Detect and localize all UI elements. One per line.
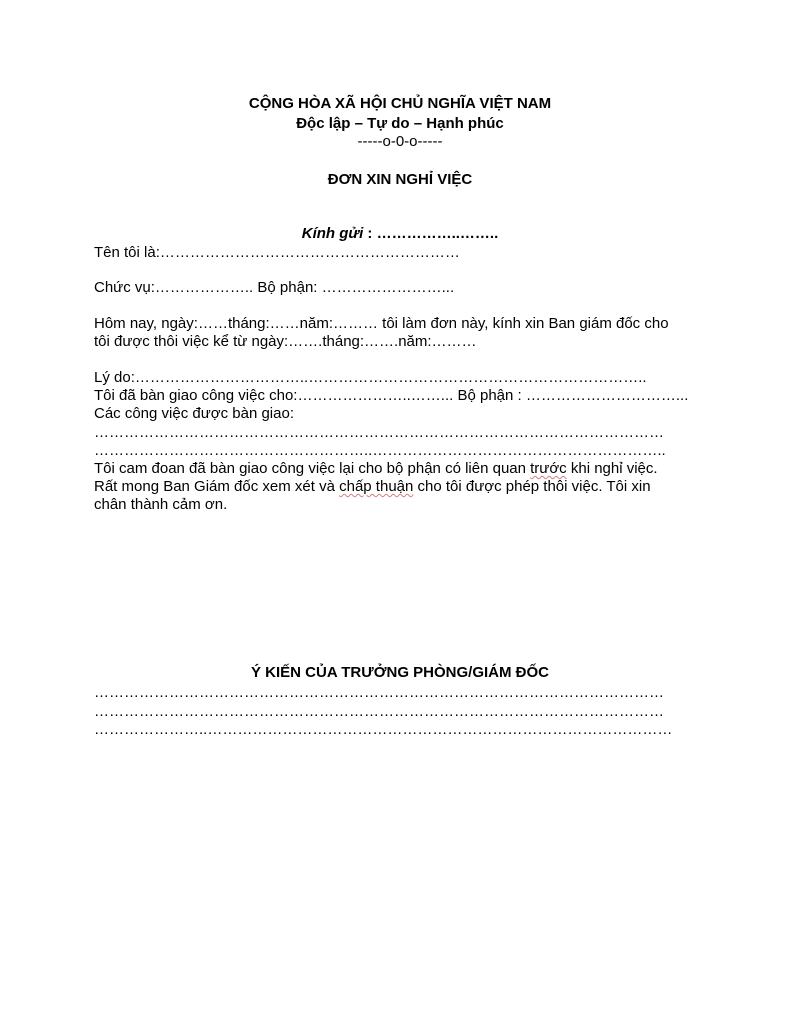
country-heading: CỘNG HÒA XÃ HỘI CHỦ NGHĨA VIỆT NAM — [248, 95, 552, 112]
opinion-dotted-line-3: …………………..………………………………………………………………………………… — [94, 721, 673, 738]
recipient-label: Kính gửi — [301, 225, 364, 242]
document-title: ĐƠN XIN NGHỈ VIỆC — [327, 171, 473, 188]
handover-dotted-line-2: ………………………………………………..………………………………………………….. — [94, 442, 666, 459]
commitment-line-1: Tôi cam đoan đã bàn giao công việc lại cho bộ phận có liên quan trước khi nghỉ việc. — [94, 460, 658, 477]
name-field: Tên tôi là:…………………………………………………… — [94, 244, 460, 261]
motto-heading: Độc lập – Tự do – Hạnh phúc — [296, 115, 504, 132]
position-department-field: Chức vụ:……………….. Bộ phận: ……………………... — [94, 279, 455, 296]
commitment-line-2: Rất mong Ban Giám đốc xem xét và chấp thuận cho tôi được phép thôi việc. Tôi xin — [94, 478, 651, 495]
handover-dotted-line-1: …………………………………………………………………………………………………… — [94, 424, 664, 441]
recipient-line — [0, 225, 800, 242]
request-date-line-1: Hôm nay, ngày:……tháng:……năm:……… tôi làm đơn này, kính xin Ban giám đốc cho — [94, 315, 669, 332]
request-date-line-2: tôi được thôi việc kể từ ngày:…….tháng:…….năm:……… — [94, 333, 477, 350]
spellcheck-word: chấp thuận — [339, 478, 414, 495]
heading-separator: -----o-0-o----- — [357, 133, 443, 150]
opinion-dotted-line-1: …………………………………………………………………………………………………… — [94, 684, 664, 701]
spellcheck-word: trước — [530, 460, 567, 477]
commitment-line-3: chân thành cảm ơn. — [94, 496, 228, 513]
handover-recipient-field: Tôi đã bàn giao công việc cho:…………………..……... Bộ phận : …………………………... — [94, 387, 689, 404]
recipient-blank: : ……………..…….. — [363, 225, 499, 242]
handover-items-label: Các công việc được bàn giao: — [94, 405, 294, 422]
opinion-dotted-line-2: …………………………………………………………………………………………………… — [94, 703, 664, 720]
reason-field: Lý do:……………………………..………………………………………………………….. — [94, 369, 647, 386]
opinion-heading: Ý KIẾN CỦA TRƯỞNG PHÒNG/GIÁM ĐỐC — [250, 664, 550, 681]
